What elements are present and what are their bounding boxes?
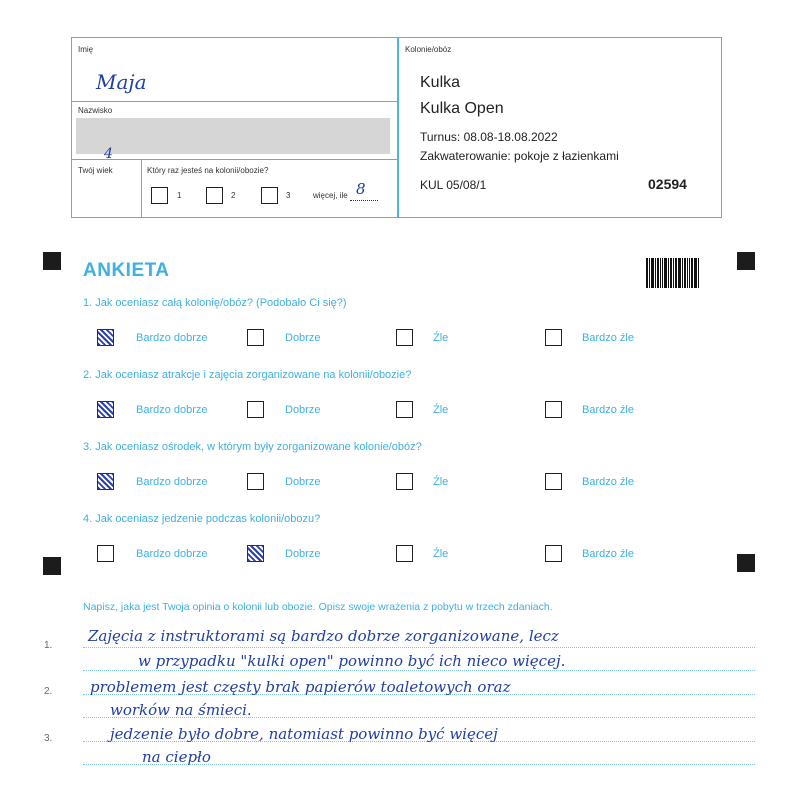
q1-option-dobrze-checkbox[interactable] [247,329,264,346]
wiecej-line [350,200,378,201]
q3-option-bardzo-dobrze-checkbox[interactable] [97,473,114,490]
nazwisko-label: Nazwisko [78,106,113,115]
line-number: 3. [44,733,53,744]
handwritten-line: Zajęcia z instruktorami są bardzo dobrze zorganizowane, lecz [88,627,559,645]
choice-2-label: 2 [231,191,236,200]
q1-option-bardzo-dobrze-checkbox[interactable] [97,329,114,346]
q3-option-bardzo-zle-checkbox[interactable] [545,473,562,490]
wiek-value[interactable]: 4 [104,146,113,162]
choice-3-checkbox[interactable] [261,187,278,204]
handwritten-line: na ciepło [142,748,211,766]
q1-option-label: Bardzo źle [582,332,634,344]
registration-marker [737,554,755,572]
header-divider [397,37,399,218]
header-row-divider [71,101,398,102]
handwritten-line: w przypadku "kulki open" powinno być ich nieco więcej. [138,652,566,670]
q3-option-label: Źle [433,476,449,488]
q2-option-label: Źle [433,404,449,416]
q4-option-zle-checkbox[interactable] [396,545,413,562]
q4-option-dobrze-checkbox[interactable] [247,545,264,562]
header-row-divider [71,159,398,160]
q1-option-label: Bardzo dobrze [136,332,208,344]
camp-name: Kulka [420,74,461,91]
form-number: 02594 [648,176,687,192]
question-3: 3. Jak oceniasz ośrodek, w którym były zorganizowane kolonie/obóz? [83,441,422,453]
kolonie-label: Kolonie/obóz [405,45,452,54]
writing-line [83,670,755,671]
imie-value[interactable]: Maja [96,70,147,94]
q2-option-label: Bardzo dobrze [136,404,208,416]
q1-option-zle-checkbox[interactable] [396,329,413,346]
writing-line [83,647,755,648]
twoj-wiek-label: Twój wiek [78,166,113,175]
q2-option-bardzo-zle-checkbox[interactable] [545,401,562,418]
choice-1-checkbox[interactable] [151,187,168,204]
q1-option-label: Źle [433,332,449,344]
header-col-divider [141,159,142,218]
q1-option-label: Dobrze [285,332,321,344]
opinion-prompt: Napisz, jaka jest Twoja opinia o kolonii lub obozie. Opisz swoje wrażenia z pobytu w trzech zdaniach. [83,601,553,613]
q3-option-label: Bardzo dobrze [136,476,208,488]
line-number: 1. [44,640,53,651]
choice-1-label: 1 [177,191,182,200]
question-2: 2. Jak oceniasz atrakcje i zajęcia zorganizowane na kolonii/obozie? [83,369,412,381]
barcode-icon [646,258,706,288]
q2-option-zle-checkbox[interactable] [396,401,413,418]
q4-option-bardzo-zle-checkbox[interactable] [545,545,562,562]
registration-marker [43,557,61,575]
turnus: Turnus: 08.08-18.08.2022 [420,130,558,144]
q3-option-dobrze-checkbox[interactable] [247,473,264,490]
q2-option-label: Bardzo źle [582,404,634,416]
redacted-surname [76,118,390,154]
handwritten-line: jedzenie było dobre, natomiast powinno być więcej [110,725,498,743]
wiecej-value[interactable]: 8 [356,180,366,198]
question-4: 4. Jak oceniasz jedzenie podczas kolonii/obozu? [83,513,321,525]
registration-marker [737,252,755,270]
wiecej-label: więcej, ile [313,191,348,200]
q1-option-bardzo-zle-checkbox[interactable] [545,329,562,346]
survey-title: ANKIETA [83,260,170,281]
q3-option-zle-checkbox[interactable] [396,473,413,490]
q4-option-label: Bardzo źle [582,548,634,560]
handwritten-line: problemem jest częsty brak papierów toaletowych oraz [90,678,511,696]
q2-option-bardzo-dobrze-checkbox[interactable] [97,401,114,418]
q2-option-dobrze-checkbox[interactable] [247,401,264,418]
handwritten-line: worków na śmieci. [110,701,252,719]
camp-code: KUL 05/08/1 [420,178,487,192]
question-1: 1. Jak oceniasz całą kolonię/obóz? (Podobało Ci się?) [83,297,347,309]
q4-option-label: Bardzo dobrze [136,548,208,560]
line-number: 2. [44,686,53,697]
ktory-raz-label: Który raz jesteś na kolonii/obozie? [147,166,269,175]
camp-program: Kulka Open [420,100,504,117]
q3-option-label: Dobrze [285,476,321,488]
q4-option-label: Dobrze [285,548,321,560]
q3-option-label: Bardzo źle [582,476,634,488]
q4-option-bardzo-dobrze-checkbox[interactable] [97,545,114,562]
q2-option-label: Dobrze [285,404,321,416]
choice-2-checkbox[interactable] [206,187,223,204]
choice-3-label: 3 [286,191,291,200]
registration-marker [43,252,61,270]
q4-option-label: Źle [433,548,449,560]
zakwaterowanie: Zakwaterowanie: pokoje z łazienkami [420,149,619,163]
imie-label: Imię [78,45,94,54]
